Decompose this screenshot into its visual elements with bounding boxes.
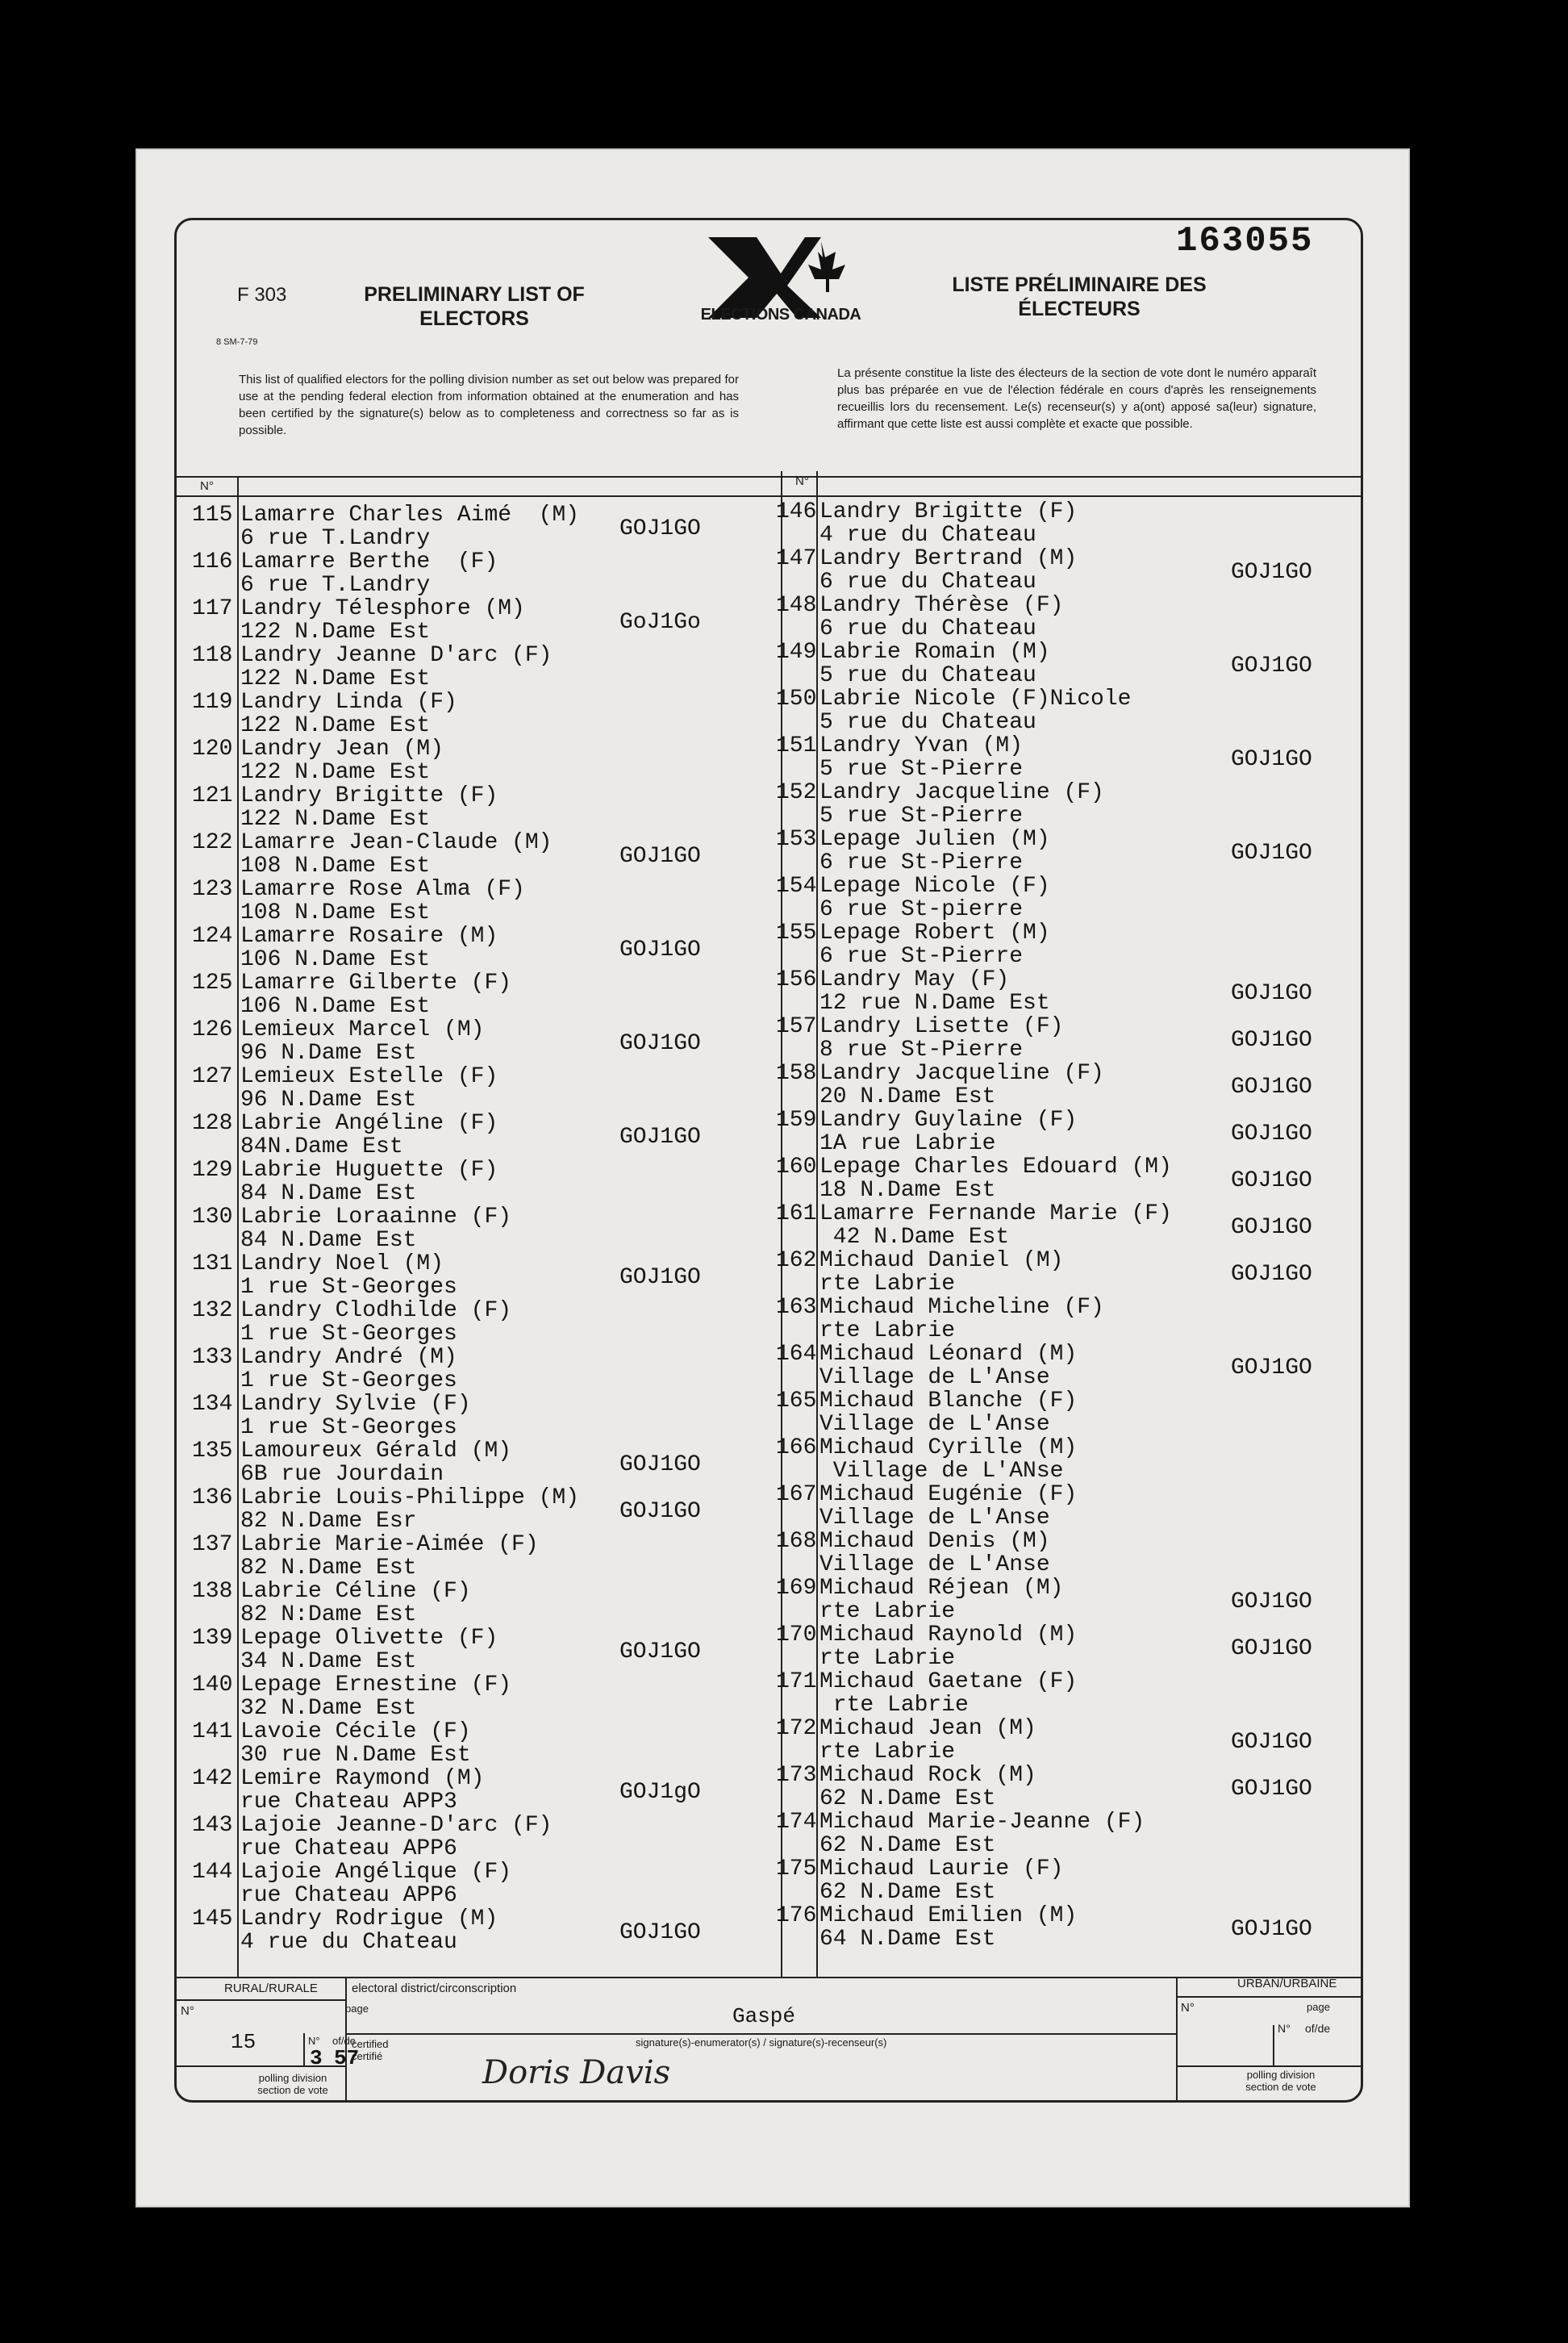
- elector-number: 120: [192, 737, 233, 762]
- elector-address: 1 rue St-Georges: [240, 1415, 457, 1440]
- elector-number: 147: [776, 546, 817, 571]
- elector-number: 131: [192, 1251, 233, 1276]
- elector-number: 151: [776, 733, 817, 758]
- elector-name: Landry Rodrigue (M): [240, 1907, 498, 1932]
- elector-address: 122 N.Dame Est: [240, 760, 431, 785]
- elector-name: Michaud Cyrille (M): [819, 1435, 1078, 1460]
- elector-number: 124: [192, 924, 233, 949]
- elector-number: 149: [776, 640, 817, 665]
- elector-postal-code: GOJ1gO: [619, 1780, 701, 1805]
- elector-address: 1 rue St-Georges: [240, 1368, 457, 1393]
- elector-address: Village de L'ANse: [819, 1459, 1064, 1484]
- elector-postal-code: GOJ1GO: [1231, 1917, 1312, 1942]
- elector-number: 139: [192, 1626, 233, 1651]
- elector-address: 12 rue N.Dame Est: [819, 991, 1050, 1016]
- elector-postal-code: GOJ1GO: [619, 1031, 701, 1056]
- elector-number: 157: [776, 1014, 817, 1039]
- elector-number: 171: [776, 1669, 817, 1694]
- elector-number: 161: [776, 1201, 817, 1226]
- elector-address: rte Labrie: [819, 1272, 956, 1297]
- elector-name: Labrie Céline (F): [240, 1579, 471, 1604]
- page-of-label: of/de: [332, 2035, 356, 2047]
- elector-name: Landry Guylaine (F): [819, 1108, 1078, 1133]
- elector-name: Labrie Romain (M): [819, 640, 1050, 665]
- elector-number: 130: [192, 1205, 233, 1230]
- elector-name: Lamarre Berthe (F): [240, 549, 498, 574]
- elector-address: rte Labrie: [819, 1318, 956, 1343]
- polling-rule-right: [1176, 2065, 1362, 2067]
- elector-number: 144: [192, 1860, 233, 1885]
- elector-number: 136: [192, 1485, 233, 1510]
- elector-name: Lajoie Angélique (F): [240, 1860, 512, 1885]
- elector-number: 122: [192, 830, 233, 855]
- elector-address: 62 N.Dame Est: [819, 1786, 996, 1811]
- elector-postal-code: GOJ1GO: [619, 1125, 701, 1150]
- elector-address: 8 rue St-Pierre: [819, 1038, 1024, 1063]
- elector-number: 121: [192, 783, 233, 808]
- rural-label: RURAL/RURALE: [224, 1982, 318, 1995]
- elector-number: 155: [776, 921, 817, 946]
- elector-address: Village de L'Anse: [819, 1506, 1050, 1531]
- urban-no-label: N°: [1181, 2001, 1195, 2015]
- elector-name: Michaud Denis (M): [819, 1529, 1050, 1554]
- elector-name: Landry Linda (F): [240, 690, 457, 715]
- elections-canada-logo: [700, 229, 861, 350]
- elector-name: Michaud Raynold (M): [819, 1623, 1078, 1648]
- elector-number: 174: [776, 1810, 817, 1835]
- elector-name: Landry Télesphore (M): [240, 596, 525, 621]
- elector-address: 96 N.Dame Est: [240, 1041, 417, 1066]
- elector-name: Landry Brigitte (F): [240, 783, 498, 808]
- elector-name: Lemieux Estelle (F): [240, 1064, 498, 1089]
- elector-number: 146: [776, 499, 817, 524]
- elector-name: Michaud Laurie (F): [819, 1856, 1064, 1881]
- elector-postal-code: GOJ1GO: [619, 1265, 701, 1290]
- elector-postal-code: GOJ1GO: [1231, 560, 1312, 585]
- certified-label: certified certifié: [352, 2038, 389, 2062]
- elector-address: rue Chateau APP6: [240, 1883, 457, 1908]
- district-value: Gaspé: [732, 2004, 796, 2028]
- elector-postal-code: GoJ1Go: [619, 610, 701, 635]
- left-number-column-line: [237, 476, 239, 1977]
- elector-number: 158: [776, 1061, 817, 1086]
- elector-number: 167: [776, 1482, 817, 1507]
- elector-address: 1 rue St-Georges: [240, 1275, 457, 1300]
- rural-label-rule: [176, 1999, 345, 2001]
- elector-address: 84 N.Dame Est: [240, 1181, 417, 1206]
- elector-number: 154: [776, 874, 817, 899]
- elector-name: Lepage Charles Edouard (M): [819, 1155, 1172, 1180]
- elector-name: Lajoie Jeanne-D'arc (F): [240, 1813, 553, 1838]
- rural-page-label: page: [345, 2003, 369, 2015]
- elector-address: 82 N.Dame Esr: [240, 1509, 417, 1534]
- elector-postal-code: GOJ1GO: [1231, 1121, 1312, 1146]
- urban-page-no-label: N°: [1278, 2022, 1291, 2035]
- elector-number: 172: [776, 1716, 817, 1741]
- elector-number: 126: [192, 1017, 233, 1042]
- elector-postal-code: GOJ1GO: [1231, 1777, 1312, 1802]
- elector-postal-code: GOJ1GO: [1231, 1028, 1312, 1053]
- elector-name: Michaud Jean (M): [819, 1716, 1036, 1741]
- elector-number: 166: [776, 1435, 817, 1460]
- elector-address: 20 N.Dame Est: [819, 1084, 996, 1109]
- elector-number: 164: [776, 1342, 817, 1367]
- elector-name: Lamarre Jean-Claude (M): [240, 830, 553, 855]
- elector-name: Lamarre Charles Aimé (M): [240, 503, 580, 528]
- elector-name: Lamoureux Gérald (M): [240, 1439, 512, 1464]
- elector-address: 6 rue du Chateau: [819, 616, 1036, 641]
- elector-address: 122 N.Dame Est: [240, 807, 431, 832]
- elector-number: 160: [776, 1155, 817, 1180]
- elector-name: Labrie Huguette (F): [240, 1158, 498, 1183]
- elector-address: 6 rue T.Landry: [240, 526, 431, 551]
- elector-number: 150: [776, 687, 817, 712]
- elector-name: Michaud Eugénie (F): [819, 1482, 1078, 1507]
- elector-number: 176: [776, 1903, 817, 1928]
- elector-postal-code: GOJ1GO: [619, 1639, 701, 1664]
- elector-postal-code: GOJ1GO: [619, 844, 701, 869]
- elector-postal-code: GOJ1GO: [1231, 1730, 1312, 1755]
- title-english: PRELIMINARY LIST OF ELECTORS: [364, 283, 585, 330]
- elector-address: rte Labrie: [819, 1646, 956, 1671]
- polling-number: 15: [231, 2030, 256, 2054]
- elector-address: rte Labrie: [819, 1693, 969, 1718]
- elector-number: 118: [192, 643, 233, 668]
- elector-number: 162: [776, 1248, 817, 1273]
- district-rule: [345, 2033, 1176, 2035]
- elector-address: 30 rue N.Dame Est: [240, 1743, 471, 1768]
- elector-number: 163: [776, 1295, 817, 1320]
- elector-address: 5 rue du Chateau: [819, 710, 1036, 735]
- elector-address: 42 N.Dame Est: [819, 1225, 1010, 1250]
- elector-address: 106 N.Dame Est: [240, 994, 431, 1019]
- elector-name: Labrie Marie-Aimée (F): [240, 1532, 539, 1557]
- elector-address: 6 rue St-Pierre: [819, 850, 1024, 875]
- page-total: 57: [334, 2046, 360, 2070]
- elector-name: Landry Jeanne D'arc (F): [240, 643, 553, 668]
- title-french: LISTE PRÉLIMINAIRE DES ÉLECTEURS: [952, 274, 1207, 320]
- page-number: 3: [310, 2046, 323, 2070]
- elector-name: Michaud Gaetane (F): [819, 1669, 1078, 1694]
- footer-rule: [176, 1977, 1362, 1978]
- elector-address: 5 rue St-Pierre: [819, 757, 1024, 782]
- elector-name: Landry Sylvie (F): [240, 1392, 471, 1417]
- elector-number: 132: [192, 1298, 233, 1323]
- elector-postal-code: GOJ1GO: [1231, 1636, 1312, 1661]
- elector-address: 34 N.Dame Est: [240, 1649, 417, 1674]
- elector-name: Landry Jean (M): [240, 737, 444, 762]
- elector-number: 116: [192, 549, 233, 574]
- elector-address: 4 rue du Chateau: [240, 1930, 457, 1955]
- elector-number: 127: [192, 1064, 233, 1089]
- elector-number: 148: [776, 593, 817, 618]
- elector-name: Landry May (F): [819, 967, 1010, 992]
- elector-number: 142: [192, 1766, 233, 1791]
- elector-name: Lepage Julien (M): [819, 827, 1050, 852]
- elector-address: 108 N.Dame Est: [240, 900, 431, 925]
- elector-number: 170: [776, 1623, 817, 1648]
- elector-address: 6B rue Jourdain: [240, 1462, 444, 1487]
- elector-address: Village de L'Anse: [819, 1552, 1050, 1577]
- elector-name: Michaud Emilien (M): [819, 1903, 1078, 1928]
- elector-postal-code: GOJ1GO: [1231, 654, 1312, 679]
- elector-number: 128: [192, 1111, 233, 1136]
- elector-address: 122 N.Dame Est: [240, 620, 431, 645]
- elector-postal-code: GOJ1GO: [1231, 1355, 1312, 1380]
- elector-name: Landry Noel (M): [240, 1251, 444, 1276]
- intro-english: This list of qualified electors for the polling division number as set out below was prepared for use at the pending federal election from information obtained at the enumeration and has been certified by the signature(s) below as to completeness and correctness so far as is possible.: [239, 373, 739, 437]
- signature-label: signature(s)-enumerator(s) / signature(s)-recenseur(s): [636, 2036, 887, 2049]
- elector-postal-code: GOJ1GO: [619, 1452, 701, 1477]
- elector-address: rue Chateau APP3: [240, 1790, 457, 1815]
- elector-postal-code: GOJ1GO: [1231, 1262, 1312, 1287]
- elector-address: 6 rue St-pierre: [819, 897, 1024, 922]
- elector-name: Lemieux Marcel (M): [240, 1017, 485, 1042]
- elector-number: 125: [192, 971, 233, 996]
- elector-name: Landry Lisette (F): [819, 1014, 1064, 1039]
- elector-address: rte Labrie: [819, 1599, 956, 1624]
- elector-name: Michaud Marie-Jeanne (F): [819, 1810, 1145, 1835]
- elector-number: 165: [776, 1389, 817, 1414]
- elector-name: Michaud Rock (M): [819, 1763, 1036, 1788]
- form-code: 8 SM-7-79: [216, 337, 258, 347]
- elector-address: 1 rue St-Georges: [240, 1322, 457, 1347]
- elector-address: 32 N.Dame Est: [240, 1696, 417, 1721]
- left-no-header: N°: [200, 479, 214, 493]
- elector-number: 138: [192, 1579, 233, 1604]
- elector-number: 135: [192, 1439, 233, 1464]
- elector-number: 143: [192, 1813, 233, 1838]
- elector-address: 64 N.Dame Est: [819, 1927, 996, 1952]
- elector-number: 141: [192, 1719, 233, 1744]
- enumerator-signature: Doris Davis: [482, 2054, 671, 2091]
- elector-name: Landry André (M): [240, 1345, 457, 1370]
- elector-postal-code: GOJ1GO: [1231, 1589, 1312, 1614]
- urban-of-label: of/de: [1305, 2022, 1331, 2035]
- elector-address: 6 rue du Chateau: [819, 570, 1036, 595]
- elector-postal-code: GOJ1GO: [1231, 1168, 1312, 1193]
- elector-name: Labrie Loraainne (F): [240, 1205, 512, 1230]
- elector-name: Lepage Nicole (F): [819, 874, 1050, 899]
- electors-list-form: [136, 148, 1410, 2207]
- elector-number: 123: [192, 877, 233, 902]
- elector-name: Lepage Robert (M): [819, 921, 1050, 946]
- elector-name: Lemire Raymond (M): [240, 1766, 485, 1791]
- elector-address: 96 N.Dame Est: [240, 1088, 417, 1113]
- district-label: electoral district/circonscription: [352, 1982, 517, 1995]
- elector-address: rue Chateau APP6: [240, 1836, 457, 1861]
- elector-name: Landry Thérèse (F): [819, 593, 1064, 618]
- urban-label-rule: [1176, 1996, 1362, 1998]
- elector-postal-code: GOJ1GO: [619, 938, 701, 963]
- elector-number: 133: [192, 1345, 233, 1370]
- elector-name: Michaud Blanche (F): [819, 1389, 1078, 1414]
- elector-address: 5 rue St-Pierre: [819, 804, 1024, 829]
- rural-no-label: N°: [181, 2004, 194, 2018]
- right-no-header: N°: [795, 474, 809, 488]
- elector-name: Lamarre Fernande Marie (F): [819, 1201, 1172, 1226]
- elector-postal-code: GOJ1GO: [1231, 747, 1312, 772]
- elector-address: 62 N.Dame Est: [819, 1880, 996, 1905]
- elector-number: 140: [192, 1673, 233, 1698]
- elector-name: Lamarre Rosaire (M): [240, 924, 498, 949]
- elector-name: Landry Bertrand (M): [819, 546, 1078, 571]
- elector-name: Lamarre Rose Alma (F): [240, 877, 525, 902]
- elector-address: 5 rue du Chateau: [819, 663, 1036, 688]
- elector-address: 122 N.Dame Est: [240, 666, 431, 691]
- elector-address: 62 N.Dame Est: [819, 1833, 996, 1858]
- polling-division-label-right: polling division section de vote: [1245, 2069, 1316, 2093]
- elector-address: 1A rue Labrie: [819, 1131, 996, 1156]
- elector-number: 175: [776, 1856, 817, 1881]
- elector-number: 173: [776, 1763, 817, 1788]
- page-no-label: N°: [308, 2035, 320, 2047]
- elector-name: Labrie Nicole (F)Nicole: [819, 687, 1132, 712]
- elector-address: 108 N.Dame Est: [240, 854, 431, 879]
- elector-name: Landry Brigitte (F): [819, 499, 1078, 524]
- elector-postal-code: GOJ1GO: [619, 1920, 701, 1945]
- logo-text: ELECTIONS CANADA: [700, 306, 861, 324]
- elector-number: 168: [776, 1529, 817, 1554]
- column-header-rule: [176, 495, 1362, 497]
- elector-name: Michaud Micheline (F): [819, 1295, 1104, 1320]
- elector-address: 18 N.Dame Est: [819, 1178, 996, 1203]
- form-number: F 303: [237, 284, 287, 306]
- urban-page-box-line: [1273, 2025, 1274, 2065]
- elector-postal-code: GOJ1GO: [619, 1499, 701, 1524]
- page-box-line: [303, 2033, 305, 2067]
- elector-address: 82 N.Dame Est: [240, 1556, 417, 1581]
- serial-number: 163055: [1176, 221, 1314, 261]
- elector-address: Village de L'Anse: [819, 1365, 1050, 1390]
- elector-name: Michaud Léonard (M): [819, 1342, 1078, 1367]
- elector-number: 137: [192, 1532, 233, 1557]
- elector-name: Lepage Olivette (F): [240, 1626, 498, 1651]
- elector-postal-code: GOJ1GO: [619, 516, 701, 541]
- elector-number: 169: [776, 1576, 817, 1601]
- elector-address: Village de L'Anse: [819, 1412, 1050, 1437]
- elector-number: 156: [776, 967, 817, 992]
- elector-address: 122 N.Dame Est: [240, 713, 431, 738]
- elector-number: 153: [776, 827, 817, 852]
- elector-name: Michaud Daniel (M): [819, 1248, 1064, 1273]
- elector-name: Lepage Ernestine (F): [240, 1673, 512, 1698]
- elector-name: Landry Yvan (M): [819, 733, 1024, 758]
- elector-address: 6 rue T.Landry: [240, 573, 431, 598]
- elector-postal-code: GOJ1GO: [1231, 1215, 1312, 1240]
- elector-name: Lavoie Cécile (F): [240, 1719, 471, 1744]
- elector-number: 117: [192, 596, 233, 621]
- header-rule: [176, 476, 1362, 478]
- elector-name: Labrie Angéline (F): [240, 1111, 498, 1136]
- elector-postal-code: GOJ1GO: [1231, 1075, 1312, 1100]
- polling-division-label-left: polling division section de vote: [257, 2072, 328, 2096]
- elector-address: 106 N.Dame Est: [240, 947, 431, 972]
- elector-address: 84N.Dame Est: [240, 1134, 403, 1159]
- elector-number: 119: [192, 690, 233, 715]
- elector-address: 4 rue du Chateau: [819, 523, 1036, 548]
- elector-number: 115: [192, 503, 233, 528]
- elector-number: 134: [192, 1392, 233, 1417]
- elector-number: 129: [192, 1158, 233, 1183]
- urban-label: URBAN/URBAINE: [1237, 1977, 1337, 1990]
- elector-address: 84 N.Dame Est: [240, 1228, 417, 1253]
- elector-name: Landry Clodhilde (F): [240, 1298, 512, 1323]
- intro-french: La présente constitue la liste des électeurs de la section de vote dont le numéro apparaît plus bas préparée en vue de l'élection fédérale en cours d'après les renseignements recueillis lors du recensement. Le(s) recenseur(s) y a(ont) apposé sa(leur) signature, affirmant que cette liste est aussi complète et exacte que possible.: [837, 366, 1316, 431]
- elector-name: Landry Jacqueline (F): [819, 780, 1104, 805]
- elector-postal-code: GOJ1GO: [1231, 981, 1312, 1006]
- elector-address: rte Labrie: [819, 1740, 956, 1765]
- elector-postal-code: GOJ1GO: [1231, 841, 1312, 866]
- elector-address: 6 rue St-Pierre: [819, 944, 1024, 969]
- elector-name: Landry Jacqueline (F): [819, 1061, 1104, 1086]
- urban-page-label: page: [1307, 2001, 1330, 2013]
- elector-name: Lamarre Gilberte (F): [240, 971, 512, 996]
- elector-number: 159: [776, 1108, 817, 1133]
- elector-address: 82 N:Dame Est: [240, 1602, 417, 1627]
- elector-name: Labrie Louis-Philippe (M): [240, 1485, 580, 1510]
- elector-number: 145: [192, 1907, 233, 1932]
- elector-name: Michaud Réjean (M): [819, 1576, 1064, 1601]
- elector-number: 152: [776, 780, 817, 805]
